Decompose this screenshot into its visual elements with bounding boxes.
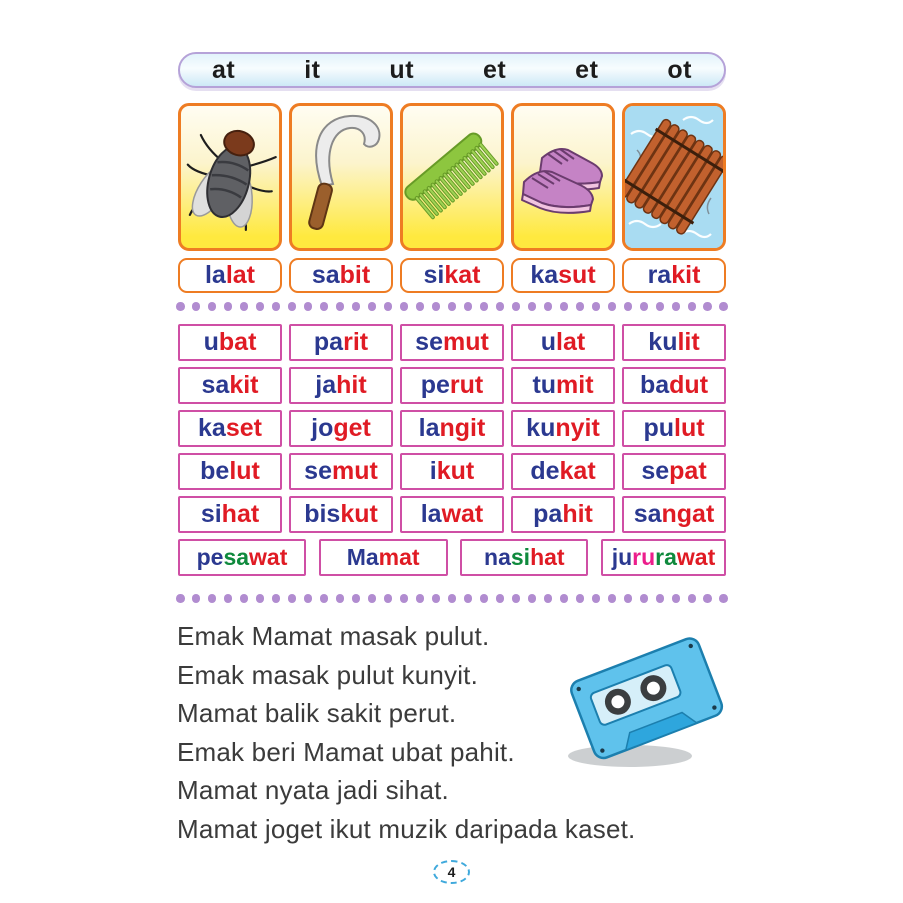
picture-card — [400, 103, 504, 251]
word — [314, 328, 368, 357]
word-segment: la — [204, 261, 226, 289]
dot — [528, 594, 537, 603]
dot — [384, 594, 393, 603]
word-box — [601, 539, 726, 576]
dot — [320, 594, 329, 603]
word-segment: ra — [647, 261, 672, 289]
dot — [512, 302, 521, 311]
word — [304, 457, 378, 486]
syllable-label: ot — [667, 55, 692, 84]
word-segment: ku — [648, 328, 678, 356]
word-segment: ka — [198, 414, 226, 442]
dot — [272, 302, 281, 311]
word-row — [178, 367, 726, 404]
word-box — [400, 367, 504, 404]
word — [205, 261, 255, 290]
dot — [656, 594, 665, 603]
dotted-divider-bottom — [176, 594, 728, 603]
word-box — [400, 410, 504, 447]
word-segment: pe — [420, 371, 450, 399]
raft-icon — [625, 106, 723, 248]
dot — [224, 302, 233, 311]
dot — [480, 594, 489, 603]
fly-icon — [181, 106, 279, 248]
word — [312, 261, 370, 290]
sentence: Mamat nyata jadi sihat. — [177, 775, 449, 806]
word-segment: wat — [676, 544, 716, 570]
dot — [368, 302, 377, 311]
picture-card — [289, 103, 393, 251]
dot — [719, 302, 728, 311]
dot — [384, 302, 393, 311]
word — [202, 371, 259, 400]
word-segment: ku — [526, 414, 556, 442]
syllable-label: et — [482, 55, 507, 84]
word — [430, 457, 474, 486]
word-segment: lut — [674, 414, 705, 442]
dot — [400, 302, 409, 311]
word-segment: mut — [331, 457, 378, 485]
dot — [672, 594, 681, 603]
word — [311, 414, 371, 443]
dot — [352, 594, 361, 603]
dot — [272, 594, 281, 603]
dot — [608, 594, 617, 603]
dot — [256, 302, 265, 311]
dotted-divider-top — [176, 302, 728, 311]
word-segment: set — [225, 414, 262, 442]
word-segment: ju — [611, 544, 633, 570]
word-segment: hat — [221, 500, 260, 528]
dot — [304, 594, 313, 603]
word-box — [511, 324, 615, 361]
dot — [544, 594, 553, 603]
word-segment: kit — [671, 261, 701, 289]
picture-label — [511, 258, 615, 293]
syllable-label: ut — [389, 55, 415, 84]
dot — [703, 594, 712, 603]
word-segment: si — [510, 544, 531, 570]
word — [532, 371, 593, 400]
dot — [576, 302, 585, 311]
word — [201, 500, 259, 529]
shoes-icon — [514, 106, 612, 248]
dot — [703, 302, 712, 311]
word-segment: pa — [313, 328, 344, 356]
picture-label — [289, 258, 393, 293]
word-segment: kut — [436, 457, 475, 485]
word-segment: la — [420, 500, 442, 528]
word-segment: be — [200, 457, 230, 485]
word-box — [400, 496, 504, 533]
word-box — [178, 539, 306, 576]
dot — [688, 302, 697, 311]
dot — [576, 594, 585, 603]
word-segment: de — [530, 457, 560, 485]
word-box — [460, 539, 588, 576]
dot — [592, 594, 601, 603]
word-segment: sa — [201, 371, 230, 399]
picture-label — [178, 258, 282, 293]
word-segment: ja — [315, 371, 337, 399]
word-segment: get — [333, 414, 371, 442]
word-segment: wat — [441, 500, 484, 528]
word-segment: hat — [530, 544, 565, 570]
word-segment: Ma — [346, 544, 379, 570]
dot — [192, 302, 201, 311]
syllable-label: it — [304, 55, 321, 84]
dot — [192, 594, 201, 603]
word-segment: kat — [444, 261, 481, 289]
word-segment: pa — [533, 500, 563, 528]
dot — [368, 594, 377, 603]
dot — [528, 302, 537, 311]
word-box — [289, 410, 393, 447]
word-segment: pu — [643, 414, 674, 442]
word-box — [622, 410, 726, 447]
word-segment: dut — [669, 371, 709, 399]
dot — [400, 594, 409, 603]
word — [315, 371, 366, 400]
word-segment: mit — [556, 371, 594, 399]
word-segment: kut — [340, 500, 378, 528]
word-row — [178, 496, 726, 533]
picture-label — [400, 258, 504, 293]
word-segment: i — [429, 457, 437, 485]
word — [421, 500, 484, 529]
word-box — [289, 367, 393, 404]
word-box — [400, 324, 504, 361]
word-box — [622, 453, 726, 490]
dot — [336, 302, 345, 311]
dot — [496, 594, 505, 603]
word-box — [178, 367, 282, 404]
picture-cards-row — [178, 103, 726, 251]
dot — [176, 594, 185, 603]
word — [304, 500, 378, 529]
word — [643, 414, 704, 443]
word-segment: u — [203, 328, 219, 356]
word-segment: lat — [556, 328, 586, 356]
cassette-icon — [558, 632, 743, 780]
picture-card — [622, 103, 726, 251]
word-segment: kit — [229, 371, 259, 399]
word-box — [622, 496, 726, 533]
word-segment: pe — [196, 544, 224, 570]
word-box — [511, 410, 615, 447]
word — [612, 544, 716, 571]
word-segment: bit — [339, 261, 371, 289]
word-segment: u — [540, 328, 557, 356]
word-segment: pat — [669, 457, 707, 485]
word-segment: wat — [249, 544, 288, 570]
word-segment: na — [484, 544, 511, 570]
dot — [256, 594, 265, 603]
word-segment: mut — [442, 328, 489, 356]
word — [415, 328, 489, 357]
word-segment: si — [423, 261, 445, 289]
word — [526, 414, 600, 443]
word-segment: ru — [632, 544, 656, 570]
word-box — [289, 496, 393, 533]
word-segment: rit — [343, 328, 369, 356]
word-segment: hit — [336, 371, 367, 399]
word — [533, 500, 593, 529]
dot — [320, 302, 329, 311]
word-segment: si — [200, 500, 222, 528]
word-box — [319, 539, 448, 576]
dot — [432, 302, 441, 311]
dot — [608, 302, 617, 311]
word-segment: sa — [311, 261, 340, 289]
sickle-icon — [292, 106, 390, 248]
word-segment: lit — [677, 328, 700, 356]
sentence: Mamat balik sakit perut. — [177, 698, 457, 729]
sentence: Emak Mamat masak pulut. — [177, 621, 490, 651]
dot — [496, 302, 505, 311]
dot — [656, 302, 665, 311]
word-segment: lat — [225, 261, 256, 289]
word-segment: tu — [532, 371, 557, 399]
dot — [624, 302, 633, 311]
dot — [640, 302, 649, 311]
word-segment: lut — [229, 457, 260, 485]
picture-card — [178, 103, 282, 251]
dot — [224, 594, 233, 603]
sentence: Emak masak pulut kunyit. — [177, 659, 479, 690]
dot — [416, 594, 425, 603]
page-number: 4 — [433, 860, 470, 884]
word-segment: sut — [558, 261, 596, 289]
word-box — [289, 453, 393, 490]
word — [530, 457, 595, 486]
word-segment: la — [418, 414, 440, 442]
picture-label — [622, 258, 726, 293]
dot — [448, 302, 457, 311]
word-segment: ka — [530, 261, 559, 289]
dot — [240, 302, 249, 311]
word-box — [511, 453, 615, 490]
picture-labels-row — [178, 258, 726, 293]
word-segment: nyit — [555, 414, 600, 442]
dot — [688, 594, 697, 603]
word-segment: mat — [378, 544, 420, 570]
dot — [464, 302, 473, 311]
dot — [208, 594, 217, 603]
word-segment: ba — [639, 371, 670, 399]
syllable-header — [178, 52, 726, 88]
dot — [672, 302, 681, 311]
sentence: Mamat joget ikut muzik daripada kaset. — [177, 813, 636, 844]
word-box — [289, 324, 393, 361]
word-box — [400, 453, 504, 490]
dot — [288, 594, 297, 603]
word — [347, 544, 420, 571]
word-box — [178, 453, 282, 490]
picture-card — [511, 103, 615, 251]
dot — [352, 302, 361, 311]
word — [641, 457, 706, 486]
dot — [624, 594, 633, 603]
dot — [208, 302, 217, 311]
dot — [512, 594, 521, 603]
word-box — [622, 324, 726, 361]
word-box — [511, 367, 615, 404]
word-segment: kat — [559, 457, 596, 485]
word-grid — [178, 324, 726, 582]
dot — [464, 594, 473, 603]
word-box — [178, 496, 282, 533]
word-segment: se — [415, 328, 443, 356]
dot — [480, 302, 489, 311]
word-segment: hit — [562, 500, 593, 528]
word — [421, 371, 484, 400]
word-segment: ngit — [439, 414, 486, 442]
dot — [240, 594, 249, 603]
word-segment: bis — [304, 500, 341, 528]
word-box — [622, 367, 726, 404]
dot — [544, 302, 553, 311]
dot — [560, 302, 569, 311]
word — [634, 500, 715, 529]
word — [198, 414, 262, 443]
dot — [592, 302, 601, 311]
word-segment: ra — [655, 544, 677, 570]
word-segment: bat — [218, 328, 257, 356]
word — [484, 544, 565, 571]
word-segment: jo — [311, 414, 334, 442]
word-row-wide — [178, 539, 726, 576]
word — [197, 544, 288, 571]
word — [648, 261, 701, 290]
word-row — [178, 453, 726, 490]
word — [640, 371, 708, 400]
dot — [176, 302, 185, 311]
dot — [416, 302, 425, 311]
dot — [448, 594, 457, 603]
word — [648, 328, 699, 357]
word-segment: rut — [449, 371, 484, 399]
word-box — [178, 410, 282, 447]
word-segment: sa — [633, 500, 662, 528]
comb-icon — [403, 106, 501, 248]
word — [424, 261, 481, 290]
dot — [288, 302, 297, 311]
dot — [719, 594, 728, 603]
syllable-label: at — [212, 55, 236, 84]
word-box — [178, 324, 282, 361]
dot — [640, 594, 649, 603]
word-segment: ngat — [661, 500, 715, 528]
word-segment: sa — [223, 544, 250, 570]
word-box — [511, 496, 615, 533]
word — [200, 457, 260, 486]
word — [419, 414, 486, 443]
word-segment: se — [641, 457, 670, 485]
word — [541, 328, 585, 357]
dot — [336, 594, 345, 603]
word-segment: se — [304, 457, 332, 485]
syllable-label: et — [575, 55, 599, 84]
word — [530, 261, 595, 290]
dot — [304, 302, 313, 311]
sentence: Emak beri Mamat ubat pahit. — [177, 736, 515, 767]
word — [204, 328, 257, 357]
dot — [560, 594, 569, 603]
dot — [432, 594, 441, 603]
word-row — [178, 410, 726, 447]
word-row — [178, 324, 726, 361]
